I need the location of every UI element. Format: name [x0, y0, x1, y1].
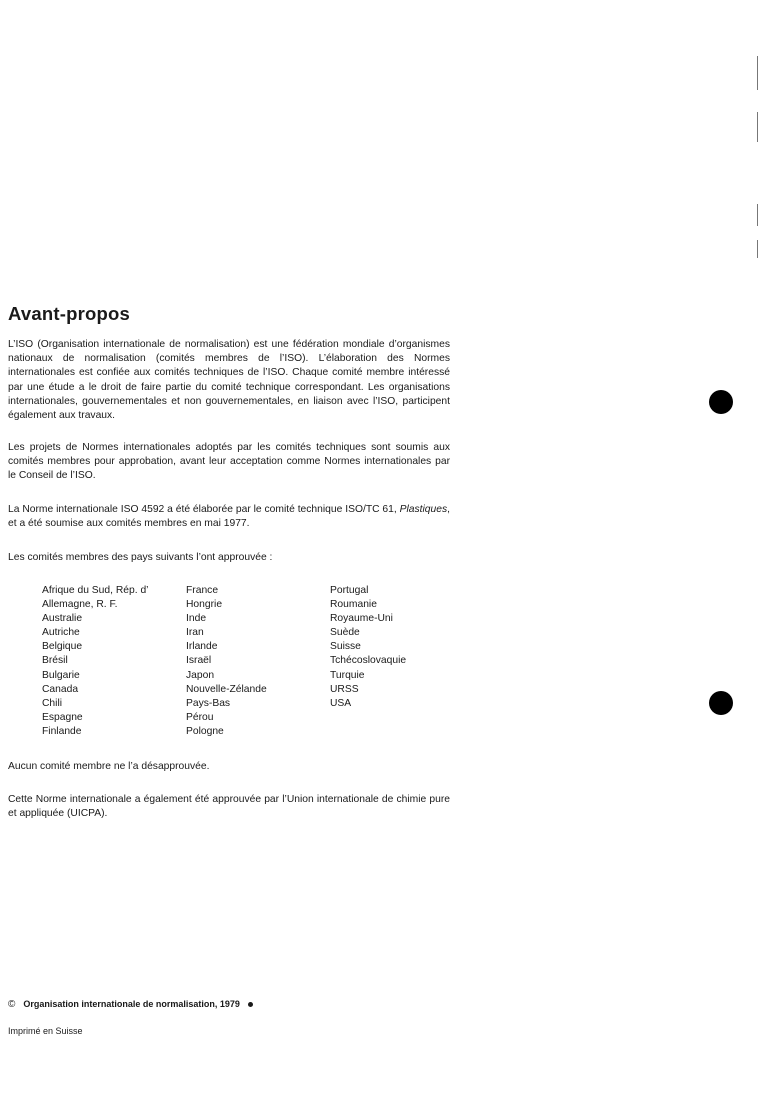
copyright-symbol: © — [8, 999, 16, 1010]
country-item: Pays-Bas — [186, 697, 231, 709]
uicpa-paragraph: Cette Norme internationale a également été approuvée par l’Union internationale de chimie pure et appliquée (UICPA). — [8, 794, 450, 820]
country-item: Irlande — [186, 641, 218, 653]
country-item: Royaume-Uni — [330, 613, 393, 625]
standard-text-before: La Norme internationale ISO 4592 a été élaborée par le comité technique ISO/TC 61, — [8, 504, 397, 515]
standard-paragraph — [8, 503, 450, 531]
country-item: Chili — [42, 697, 63, 709]
disapproval-note: Aucun comité membre ne l’a désapprouvée. — [8, 761, 210, 772]
country-item: Inde — [186, 613, 207, 625]
punch-hole-icon — [709, 691, 733, 715]
punch-hole-icon — [709, 390, 733, 414]
country-item: Portugal — [330, 585, 369, 596]
country-item: Japon — [186, 669, 215, 681]
country-item: Bulgarie — [42, 669, 80, 681]
scan-edge-mark — [757, 240, 758, 258]
country-item: Pérou — [186, 711, 214, 723]
country-item: Roumanie — [330, 599, 377, 611]
country-item: Finlande — [42, 725, 82, 737]
country-item: Suisse — [330, 641, 361, 653]
printed-in: Imprimé en Suisse — [8, 1026, 83, 1036]
country-item: USA — [330, 697, 352, 709]
copyright-text: Organisation internationale de normalisation, 1979 — [23, 999, 240, 1009]
country-item: Suède — [330, 627, 360, 639]
copyright-line — [8, 999, 253, 1010]
country-item: Allemagne, R. F. — [42, 599, 118, 611]
page-title: Avant-propos — [8, 303, 130, 324]
country-item: Belgique — [42, 641, 83, 653]
country-item: Canada — [42, 683, 79, 695]
country-list-col1 — [42, 584, 148, 739]
country-item: Pologne — [186, 725, 224, 737]
country-item: Tchécoslovaquie — [330, 655, 407, 667]
country-list-col3 — [330, 584, 406, 711]
country-item: Afrique du Sud, Rép. d’ — [42, 585, 149, 596]
intro-paragraph: L’ISO (Organisation internationale de normalisation) est une fédération mondiale d’organismes nationaux de normalisation (comités membres de l’ISO). L’élaboration des Normes internationales est confiée aux comités techniques de l’ISO. Chaque comité membre intéressé par une étude a le droit de faire partie du comité technique correspondant. Les organisations internationales, gouvernementales et non gouvernementales, en liaison avec l’ISO, participent également aux travaux. — [8, 339, 450, 422]
country-item: URSS — [330, 683, 359, 695]
country-item: Hongrie — [186, 599, 223, 611]
country-item: Autriche — [42, 627, 80, 639]
country-list-col2 — [186, 584, 267, 739]
country-item: Iran — [186, 627, 204, 639]
country-item: Brésil — [42, 655, 68, 667]
country-item: Nouvelle-Zélande — [186, 683, 267, 695]
scan-edge-mark — [757, 112, 758, 142]
committee-name: Plastiques — [399, 504, 448, 515]
scan-edge-mark — [757, 56, 758, 90]
country-item: Espagne — [42, 711, 83, 723]
drafts-paragraph: Les projets de Normes internationales adoptés par les comités techniques sont soumis aux comités membres pour approbation, avant leur acceptation comme Normes internationales par le Conseil de l’ISO. — [8, 442, 450, 482]
country-item: Israël — [186, 655, 212, 667]
bullet-icon — [248, 1002, 253, 1007]
country-item: Australie — [42, 613, 83, 625]
standard-text-after: , et a été soumise aux comités membres en mai 1977. — [8, 504, 450, 530]
country-item: Turquie — [330, 669, 365, 681]
scan-edge-mark — [757, 204, 758, 226]
approval-intro: Les comités membres des pays suivants l’ont approuvée : — [8, 552, 273, 563]
country-item: France — [186, 585, 219, 596]
